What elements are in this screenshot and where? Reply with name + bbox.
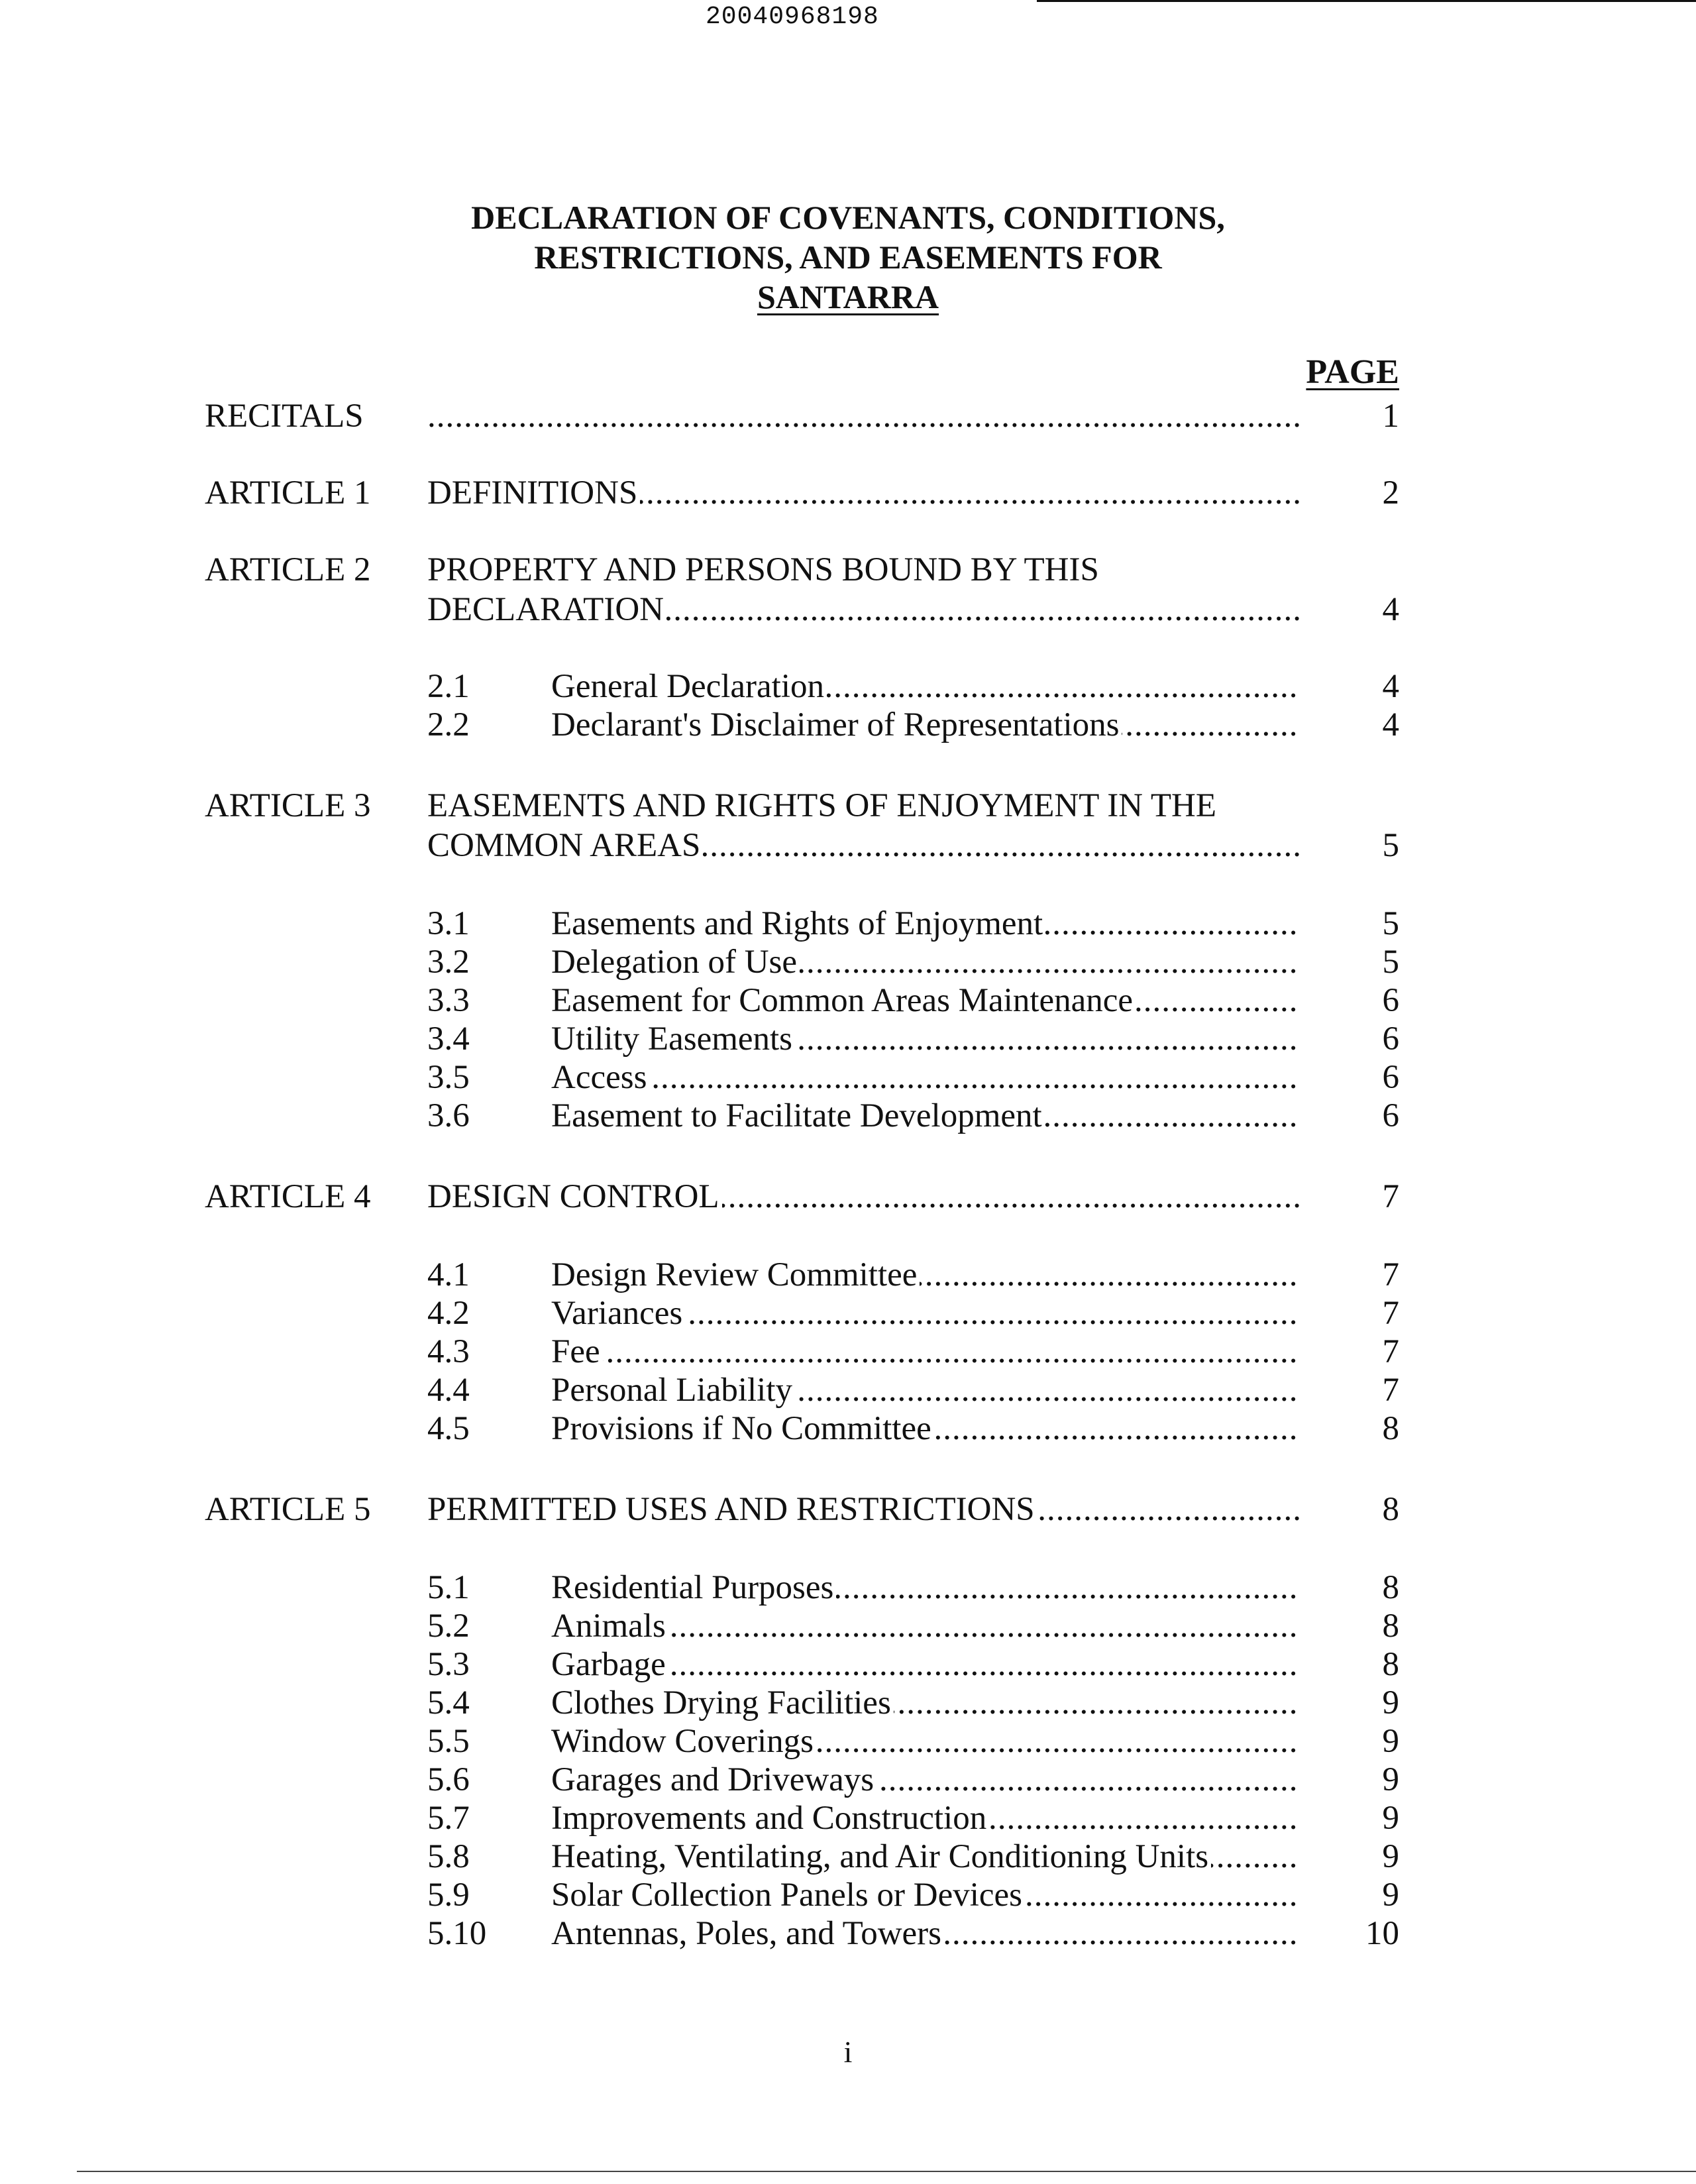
toc-section-number: 5.6 xyxy=(427,1761,470,1798)
toc-section-number: 5.1 xyxy=(427,1569,470,1606)
toc-section-number: 5.2 xyxy=(427,1608,470,1645)
toc-section-number: 3.4 xyxy=(427,1020,470,1058)
toc-section-number: 2.1 xyxy=(427,668,470,705)
toc-entry: Personal Liability ..... xyxy=(551,1370,1300,1410)
toc-label: RECITALS xyxy=(205,398,364,435)
toc-entry: Garbage ..... xyxy=(551,1645,1300,1684)
toc-section-number: 3.5 xyxy=(427,1059,470,1096)
toc-page: 4 xyxy=(1382,668,1399,705)
toc-section-number: 5.7 xyxy=(427,1800,470,1837)
toc-page: 8 xyxy=(1382,1608,1399,1645)
toc-section-number: 3.6 xyxy=(427,1097,470,1134)
toc-row-section-4-2[interactable] xyxy=(0,1293,1696,1333)
toc-row-article-3-line1[interactable] xyxy=(0,786,1696,826)
toc-entry: Provisions if No Committee ..... xyxy=(551,1409,1300,1448)
toc-label: ARTICLE 3 xyxy=(205,787,371,824)
toc-section-number: 5.5 xyxy=(427,1723,470,1760)
toc-row-section-5-3[interactable] xyxy=(0,1645,1696,1684)
toc-entry: Residential Purposes ..... xyxy=(551,1568,1300,1608)
toc-row-section-5-10[interactable] xyxy=(0,1914,1696,1953)
toc-row-article-3[interactable] xyxy=(0,826,1696,865)
toc-entry: Utility Easements ..... xyxy=(551,1019,1300,1059)
toc-row-article-1[interactable] xyxy=(0,473,1696,513)
toc-page: 9 xyxy=(1382,1838,1399,1875)
toc-entry: Window Coverings ..... xyxy=(551,1721,1300,1761)
toc-row-section-4-3[interactable] xyxy=(0,1332,1696,1372)
toc-section-number: 4.5 xyxy=(427,1410,470,1447)
toc-page: 8 xyxy=(1382,1491,1399,1528)
toc-entry: General Declaration ..... xyxy=(551,667,1300,706)
toc-page: 7 xyxy=(1382,1372,1399,1409)
toc-row-section-3-3[interactable] xyxy=(0,981,1696,1020)
toc-entry: Variances ..... xyxy=(551,1293,1300,1333)
toc-label: ARTICLE 5 xyxy=(205,1491,371,1528)
toc-row-section-3-5[interactable] xyxy=(0,1058,1696,1097)
toc-entry: Garages and Driveways ..... xyxy=(551,1760,1300,1800)
toc-row-article-4[interactable] xyxy=(0,1177,1696,1217)
toc-page: 8 xyxy=(1382,1569,1399,1606)
toc-row-section-4-4[interactable] xyxy=(0,1370,1696,1410)
toc-row-section-5-4[interactable] xyxy=(0,1683,1696,1723)
toc-page: 1 xyxy=(1382,398,1399,435)
toc-entry: DECLARATION ..... xyxy=(427,590,1300,629)
toc-row-section-5-2[interactable] xyxy=(0,1606,1696,1646)
toc-entry: Access ..... xyxy=(551,1058,1300,1097)
toc-label: ARTICLE 1 xyxy=(205,474,371,512)
toc-section-number: 2.2 xyxy=(427,706,470,743)
toc-row-article-2[interactable] xyxy=(0,590,1696,629)
toc-section-number: 4.3 xyxy=(427,1333,470,1370)
toc-page: 9 xyxy=(1382,1723,1399,1760)
page-column-header: PAGE xyxy=(1306,353,1399,391)
toc-page: 5 xyxy=(1382,944,1399,981)
toc-row-section-5-6[interactable] xyxy=(0,1760,1696,1800)
toc-row-recitals[interactable] xyxy=(0,396,1696,436)
toc-entry: EASEMENTS AND RIGHTS OF ENJOYMENT IN THE xyxy=(427,786,1300,826)
toc-entry: Clothes Drying Facilities ..... xyxy=(551,1683,1300,1723)
toc-page: 2 xyxy=(1382,474,1399,512)
toc-entry: Easement for Common Areas Maintenance ..... xyxy=(551,981,1300,1020)
toc-page: 7 xyxy=(1382,1333,1399,1370)
toc-section-number: 4.1 xyxy=(427,1256,470,1293)
toc-page: 6 xyxy=(1382,1097,1399,1134)
toc-section-number: 5.10 xyxy=(427,1915,487,1952)
toc-section-number: 5.8 xyxy=(427,1838,470,1875)
toc-page: 8 xyxy=(1382,1646,1399,1683)
toc-section-number: 5.3 xyxy=(427,1646,470,1683)
toc-row-section-3-2[interactable] xyxy=(0,942,1696,982)
toc-entry: DESIGN CONTROL ..... xyxy=(427,1177,1300,1217)
toc-row-section-5-8[interactable] xyxy=(0,1837,1696,1877)
toc-page: 6 xyxy=(1382,1059,1399,1096)
toc-label: ARTICLE 4 xyxy=(205,1178,371,1215)
toc-page: 8 xyxy=(1382,1410,1399,1447)
toc-row-section-5-9[interactable] xyxy=(0,1875,1696,1915)
toc-page: 9 xyxy=(1382,1684,1399,1721)
toc-entry: Antennas, Poles, and Towers ..... xyxy=(551,1914,1300,1953)
toc-page: 4 xyxy=(1382,706,1399,743)
toc-page: 7 xyxy=(1382,1256,1399,1293)
toc-entry: Improvements and Construction ..... xyxy=(551,1798,1300,1838)
toc-row-section-3-6[interactable] xyxy=(0,1096,1696,1136)
title-santarra: SANTARRA xyxy=(757,278,939,315)
toc-leader xyxy=(427,396,1300,436)
toc-row-section-2-1[interactable] xyxy=(0,667,1696,706)
toc-entry: Easements and Rights of Enjoyment ..... xyxy=(551,904,1300,944)
toc-page: 6 xyxy=(1382,1020,1399,1058)
toc-entry: Animals ..... xyxy=(551,1606,1300,1646)
toc-entry: Declarant's Disclaimer of Representations ..... xyxy=(551,705,1300,745)
toc-entry: PERMITTED USES AND RESTRICTIONS ..... xyxy=(427,1490,1300,1529)
toc-page: 7 xyxy=(1382,1295,1399,1332)
toc-row-article-5[interactable] xyxy=(0,1490,1696,1529)
toc-page: 10 xyxy=(1365,1915,1399,1952)
toc-entry: Easement to Facilitate Development ..... xyxy=(551,1096,1300,1136)
toc-label: ARTICLE 2 xyxy=(205,551,371,588)
toc-row-section-4-5[interactable] xyxy=(0,1409,1696,1448)
toc-page: 5 xyxy=(1382,827,1399,864)
toc-row-section-5-7[interactable] xyxy=(0,1798,1696,1838)
toc-entry: Delegation of Use ..... xyxy=(551,942,1300,982)
toc-row-article-2-line1[interactable] xyxy=(0,550,1696,590)
document-number: 20040968198 xyxy=(706,3,879,31)
toc-page: 4 xyxy=(1382,591,1399,628)
toc-row-section-2-2[interactable] xyxy=(0,705,1696,745)
toc-entry: Heating, Ventilating, and Air Conditioning Units ..... xyxy=(551,1837,1300,1877)
title-line-2: RESTRICTIONS, AND EASEMENTS FOR xyxy=(534,239,1162,276)
toc-section-number: 3.1 xyxy=(427,905,470,942)
toc-row-section-3-1[interactable] xyxy=(0,904,1696,944)
title-line-1: DECLARATION OF COVENANTS, CONDITIONS, xyxy=(471,199,1225,236)
toc-entry: PROPERTY AND PERSONS BOUND BY THIS xyxy=(427,550,1300,590)
toc-page: 9 xyxy=(1382,1800,1399,1837)
bottom-rule xyxy=(77,2171,1696,2172)
toc-page: 9 xyxy=(1382,1877,1399,1914)
toc-section-number: 5.4 xyxy=(427,1684,470,1721)
toc-section-number: 3.2 xyxy=(427,944,470,981)
toc-section-number: 3.3 xyxy=(427,982,470,1019)
toc-section-number: 4.4 xyxy=(427,1372,470,1409)
toc-row-section-3-4[interactable] xyxy=(0,1019,1696,1059)
toc-section-number: 5.9 xyxy=(427,1877,470,1914)
toc-entry: Fee ..... xyxy=(551,1332,1300,1372)
toc-page: 6 xyxy=(1382,982,1399,1019)
footer-page-number: i xyxy=(843,2035,853,2069)
toc-entry: DEFINITIONS ..... xyxy=(427,473,1300,513)
toc-entry: COMMON AREAS ..... xyxy=(427,826,1300,865)
toc-row-section-5-1[interactable] xyxy=(0,1568,1696,1608)
toc-page: 5 xyxy=(1382,905,1399,942)
toc-row-section-5-5[interactable] xyxy=(0,1721,1696,1761)
toc-row-section-4-1[interactable] xyxy=(0,1255,1696,1295)
toc-entry: Design Review Committee ..... xyxy=(551,1255,1300,1295)
toc-page: 7 xyxy=(1382,1178,1399,1215)
toc-page: 9 xyxy=(1382,1761,1399,1798)
toc-section-number: 4.2 xyxy=(427,1295,470,1332)
toc-entry: Solar Collection Panels or Devices ..... xyxy=(551,1875,1300,1915)
